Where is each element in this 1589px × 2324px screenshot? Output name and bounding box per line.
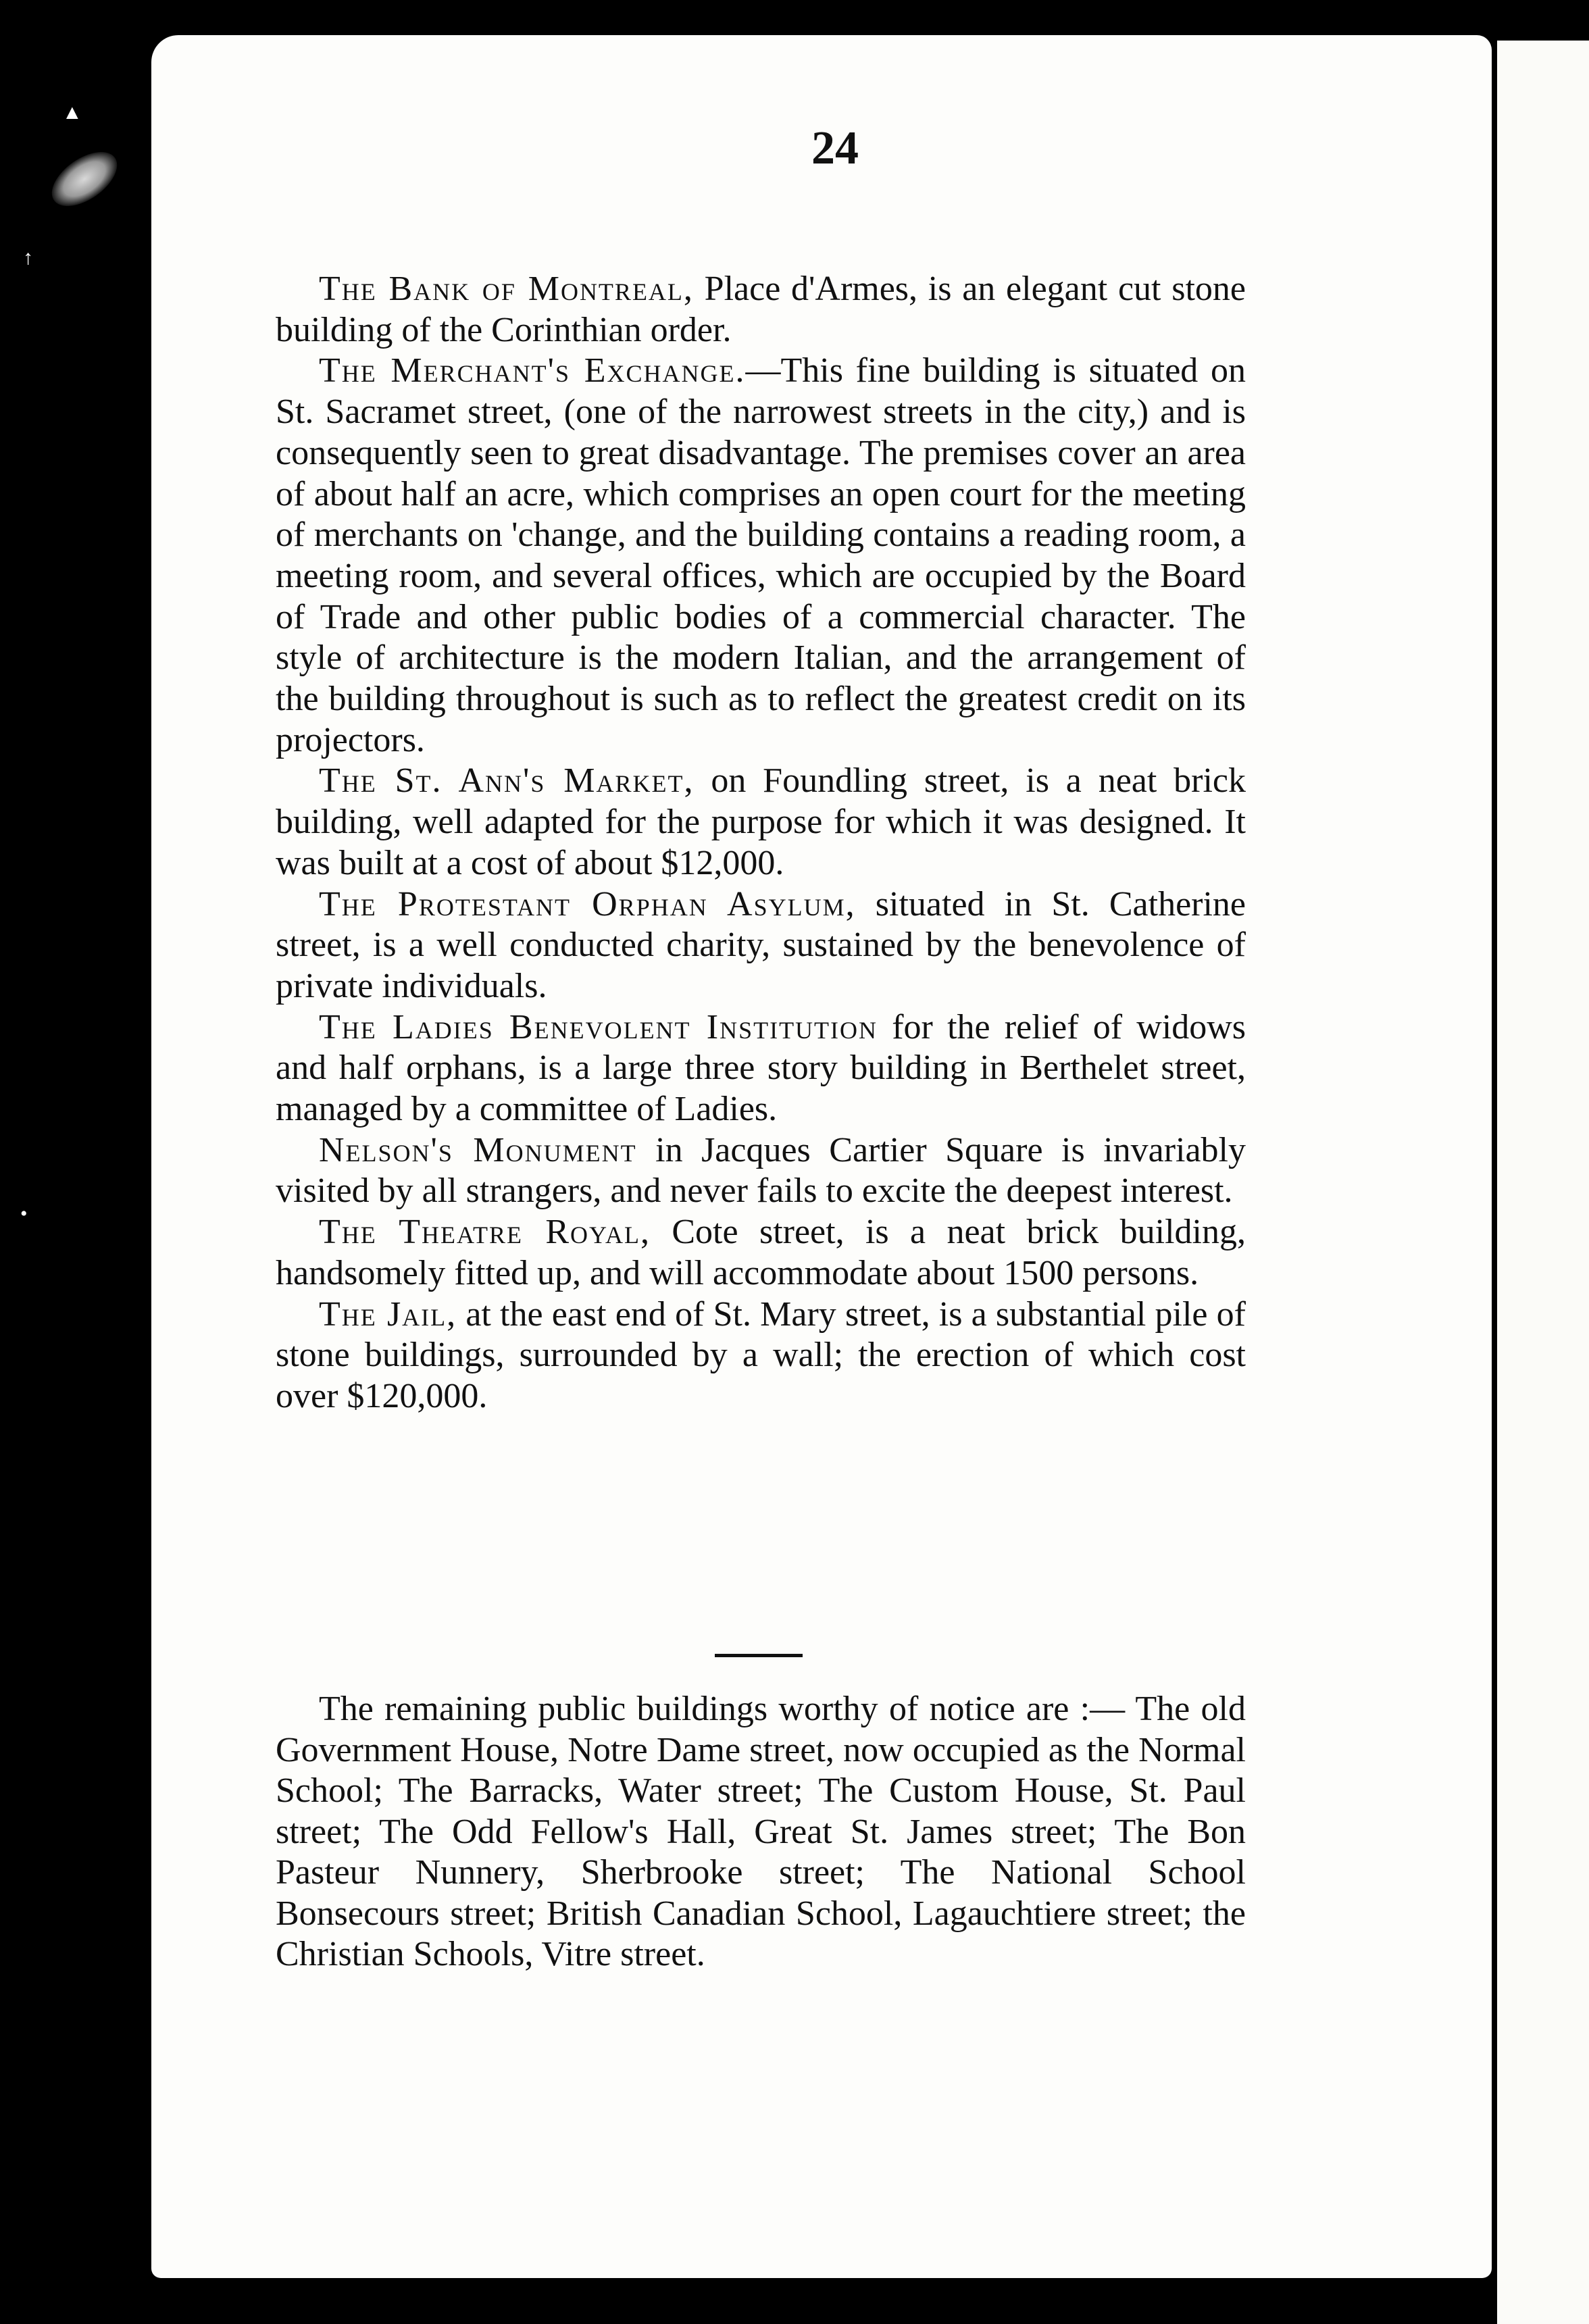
paragraph-text: situated in St. Catherine street, is a well conducted charity, sustained by the benevolence of private individuals. bbox=[276, 884, 1246, 1005]
paragraph-merchants-exchange bbox=[276, 351, 1246, 761]
paragraph-lead: Nelson's Monument bbox=[319, 1130, 637, 1169]
paragraph-lead: The Merchant's Exchange. bbox=[319, 351, 746, 390]
paragraph-lead: The Protestant Orphan Asylum, bbox=[319, 884, 856, 924]
scan-speck: ▲ bbox=[62, 101, 82, 124]
scan-speck: • bbox=[20, 1203, 28, 1225]
paragraph-text: in Jacques Cartier Square is invariably visited by all strangers, and never fails to excite the deepest interest. bbox=[276, 1130, 1246, 1211]
paragraph-lead: The Theatre Royal, bbox=[319, 1213, 651, 1252]
adjacent-page-edge bbox=[1497, 41, 1589, 2324]
paragraph-text: —This fine building is situated on St. Sacramet street, (one of the narrowest streets in the city,) and is consequently seen to great disadvantage. The premises cover an area of about half an acre, which comprises an open court for the meeting of merchants on 'change, and the building contains a reading room, a meeting room, and several offices, which are occupied by the Board of Trade and other public bodies of a commercial character. The style of architecture is the modern Italian, and the arrangement of the building throughout is such as to reflect the greatest credit on its projectors. bbox=[276, 351, 1246, 759]
paragraph-lead: The St. Ann's Market, bbox=[319, 761, 695, 801]
paragraph-lead: The Jail, bbox=[319, 1294, 457, 1334]
scan-speck: ↑ bbox=[23, 247, 33, 269]
main-text bbox=[276, 269, 1246, 1417]
paragraph-bank-of-montreal bbox=[276, 269, 1246, 351]
paragraph-remaining-buildings: The remaining public buildings worthy of notice are :— The old Government House, Notre Dame street, now occupied as the Normal School; The Barracks, Water street; The Custom House, St. Paul street; The Odd Fellow's Hall, Great St. James street; The Bon Pasteur Nunnery, Sherbrooke street; The National School Bonsecours street; British Canadian School, Lagauchtiere street; the Christian Schools, Vitre street. bbox=[276, 1690, 1246, 1973]
paragraph-lead: The Ladies Benevolent Institution bbox=[319, 1007, 878, 1046]
paragraph-text: at the east end of St. Mary street, is a substantial pile of stone buildings, surrounded by a wall; the erection of which cost over $120,000. bbox=[276, 1294, 1246, 1415]
paragraph-lead: The Bank of Montreal, bbox=[319, 270, 694, 308]
page-number: 24 bbox=[811, 122, 859, 174]
paragraph-text: on Foundling street, is a neat brick building, well adapted for the purpose for which it was designed. It was built at a cost of about $12,000. bbox=[276, 761, 1246, 882]
paragraph-st-anns-market bbox=[276, 761, 1246, 884]
closing-text bbox=[276, 1689, 1246, 1975]
paragraph-text: for the relief of widows and half orphans, is a large three story building in Berthelet street, managed by a committee of Ladies. bbox=[276, 1007, 1246, 1129]
paragraph-protestant-orphan-asylum bbox=[276, 884, 1246, 1007]
paragraph-text: Cote street, is a neat brick building, handsomely fitted up, and will accommodate about 1500 persons. bbox=[276, 1213, 1246, 1292]
paragraph-text: Place d'Armes, is an elegant cut stone building of the Corinthian order. bbox=[276, 270, 1246, 349]
section-divider bbox=[715, 1654, 803, 1657]
paragraph-theatre-royal bbox=[276, 1212, 1246, 1294]
paragraph-nelsons-monument bbox=[276, 1130, 1246, 1212]
paragraph-jail bbox=[276, 1294, 1246, 1417]
paragraph-ladies-benevolent-institution bbox=[276, 1007, 1246, 1130]
